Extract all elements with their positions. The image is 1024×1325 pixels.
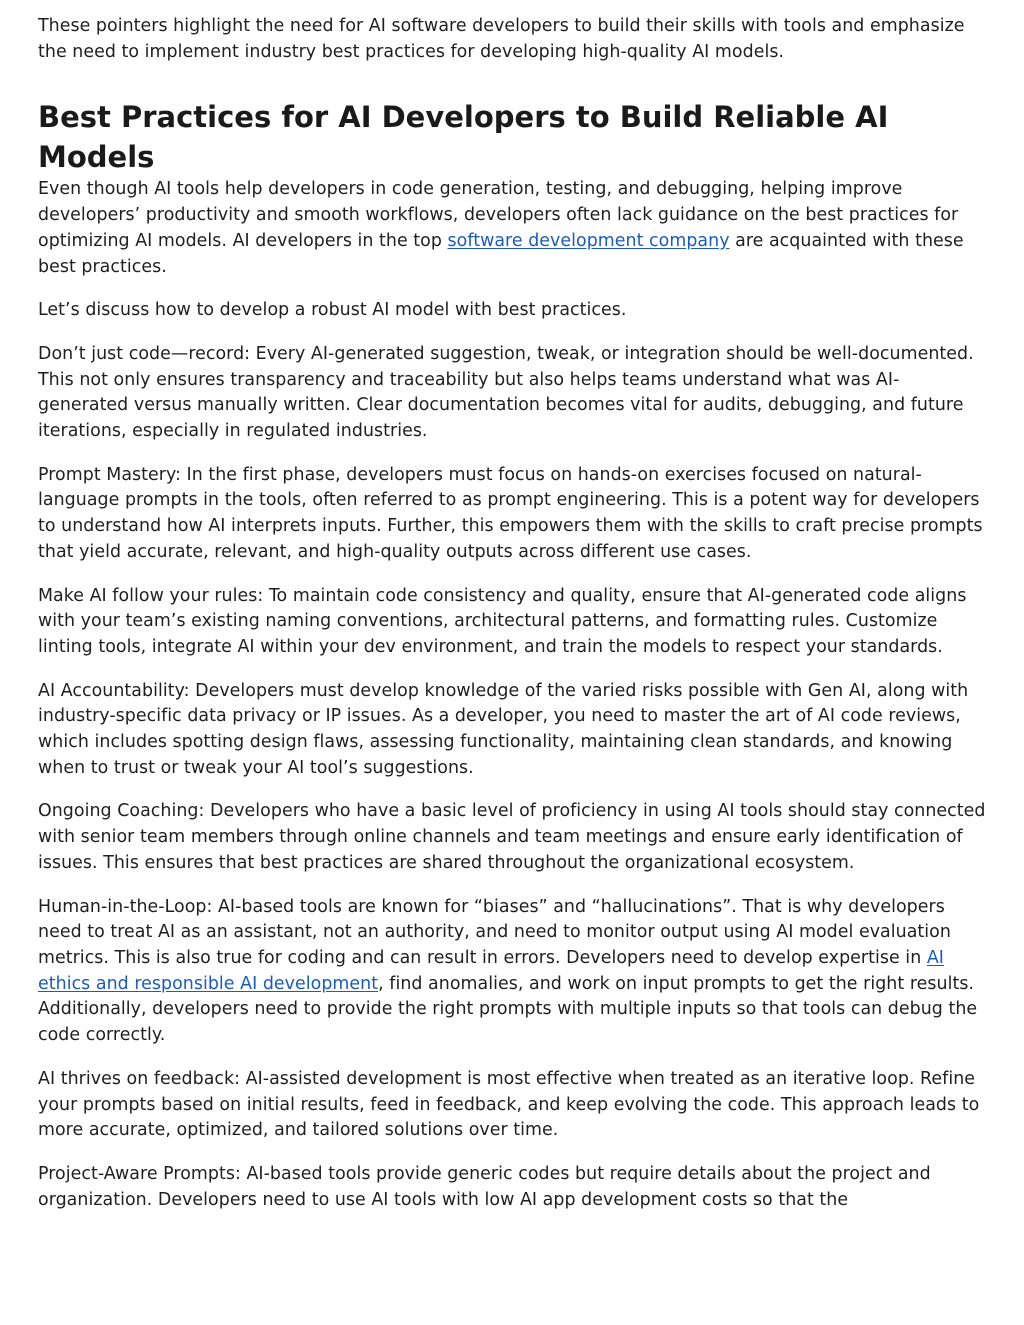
paragraph-overview [38,177,986,280]
paragraph-accountability: AI Accountability: Developers must develop knowledge of the varied risks possible with Gen AI, along with industry-specific data privacy or IP issues. As a developer, you need to master the art of AI code reviews, which includes spotting design flaws, assessing functionality, maintaining clean standards, and knowing when to trust or tweak your AI tool’s suggestions. [38,680,969,778]
paragraph-record: Don’t just code—record: Every AI-generated suggestion, tweak, or integration should be well-documented. This not only ensures transparency and traceability but also helps teams understand what was AI-generated versus manually written. Clear documentation becomes vital for audits, debugging, and future iterations, especially in regulated industries. [38,343,974,442]
paragraph-project-aware: Project-Aware Prompts: AI-based tools provide generic codes but require details about the project and organization. Developers need to use AI tools with low AI app development costs so that the [38,1163,931,1210]
paragraph-hitl-text-before: Human-in-the-Loop: AI-based tools are known for “biases” and “hallucinations”. That is why developers need to treat AI as an assistant, not an authority, and need to monitor output using AI model evaluation metrics. This is also true for coding and can result in errors. Developers need to develop expertise in [38,896,951,968]
paragraph-overview-text-before: Even though AI tools help developers in code generation, testing, and debugging, helping improve developers’ productivity and smooth workflows, developers often lack guidance on the best practices for optimizing AI models. AI developers in the top [38,179,959,251]
paragraph-follow-rules: Make AI follow your rules: To maintain code consistency and quality, ensure that AI-generated code aligns with your team’s existing naming conventions, architectural patterns, and formatting rules. Customize linting tools, integrate AI within your dev environment, and train the models to respect your standards. [38,585,967,657]
paragraph-overview-text-after: are acquainted with these best practices. [38,230,964,277]
ai-ethics-link[interactable]: AI ethics and responsible AI development [38,947,944,994]
paragraph-discuss: Let’s discuss how to develop a robust AI model with best practices. [38,300,627,321]
paragraph-feedback: AI thrives on feedback: AI-assisted development is most effective when treated as an iterative loop. Refine your prompts based on initial results, feed in feedback, and keep evolving the code. This approach leads to more accurate, optimized, and tailored solutions over time. [38,1068,980,1141]
paragraph-human-in-the-loop [38,895,986,1049]
paragraph-ongoing-coaching: Ongoing Coaching: Developers who have a basic level of proficiency in using AI tools should stay connected with senior team members through online channels and team meetings and ensure early identification of issues. This ensures that best practices are shared throughout the organizational ecosystem. [38,801,986,873]
intro-paragraph: These pointers highlight the need for AI software developers to build their skills with tools and emphasize the need to implement industry best practices for developing high-quality AI models. [38,16,965,62]
software-development-company-link[interactable]: software development company [447,230,730,251]
section-heading: Best Practices for AI Developers to Build Reliable AI Models [38,100,889,175]
paragraph-prompt-mastery: Prompt Mastery: In the first phase, developers must focus on hands-on exercises focused on natural-language prompts in the tools, often referred to as prompt engineering. This is a potent way for developers to understand how AI interprets inputs. Further, this empowers them with the skills to craft precise prompts that yield accurate, relevant, and high-quality outputs across different use cases. [38,464,983,562]
paragraph-hitl-text-after: , find anomalies, and work on input prompts to get the right results. Additionally, developers need to provide the right prompts with multiple inputs so that tools can debug the code correctly. [38,973,978,1046]
